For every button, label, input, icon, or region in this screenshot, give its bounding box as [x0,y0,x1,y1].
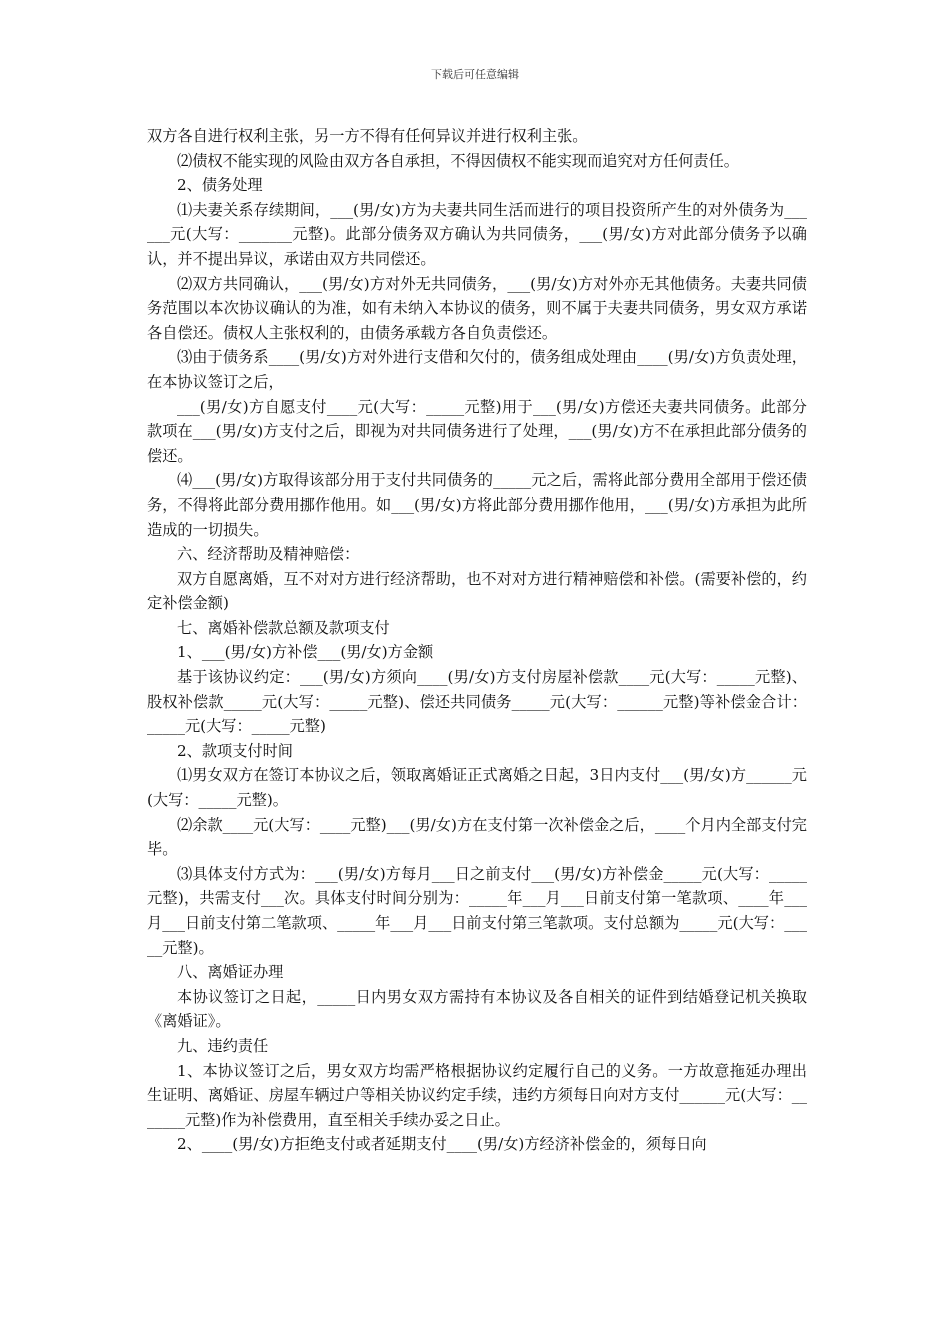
paragraph: 1、本协议签订之后，男女双方均需严格根据协议约定履行自己的义务。一方故意拖延办理出生证明、离婚证、房屋车辆过户等相关协议约定手续，违约方须每日向对方支付______元(大写：_______元整)作为补偿费用，直至相关手续办妥之日止。 [147,1061,807,1129]
paragraph: 基于该协议约定：___(男/女)方须向____(男/女)方支付房屋补偿款____元(大写：_____元整)、股权补偿款_____元(大写：_____元整)、偿还共同债务_____元(大写：______元整)等补偿金合计：_____元(大写：_____元整) [147,668,807,736]
paragraph: ⑵双方共同确认，___(男/女)方对外无共同债务，___(男/女)方对外亦无其他债务。夫妻共同债务范围以本次协议确认的为准，如有未纳入本协议的债务，则不属于夫妻共同债务，男女双方承诺各自偿还。债权人主张权利的，由债务承载方各自负责偿还。 [147,274,807,342]
section-heading: 2、债务处理 [177,176,263,195]
paragraph: 双方各自进行权利主张，另一方不得有任何异议并进行权利主张。 [147,127,588,145]
paragraph: ___(男/女)方自愿支付____元(大写：_____元整)用于___(男/女)方偿还夫妻共同债务。此部分款项在___(男/女)方支付之后，即视为对共同债务进行了处理，___(男/女)方不在承担此部分债务的偿还。 [147,397,807,465]
paragraph: ⑷___(男/女)方取得该部分用于支付共同债务的_____元之后，需将此部分费用全部用于偿还债务，不得将此部分费用挪作他用。如___(男/女)方将此部分费用挪作他用，___(男/女)方承担为此所造成的一切损失。 [147,471,807,539]
paragraph: ⑶由于债务系____(男/女)方对外进行支借和欠付的，债务组成处理由____(男/女)方负责处理，在本协议签订之后， [147,348,807,391]
paragraph: 本协议签订之日起，_____日内男女双方需持有本协议及各自相关的证件到结婚登记机关换取《离婚证》。 [147,987,807,1031]
paragraph: 双方自愿离婚，互不对对方进行经济帮助，也不对对方进行精神赔偿和补偿。(需要补偿的，约定补偿金额) [147,569,807,613]
paragraph: 2、____(男/女)方拒绝支付或者延期支付____(男/女)方经济补偿金的，须每日向 [177,1135,707,1154]
section-heading: 九、违约责任 [177,1036,269,1055]
paragraph: ⑴男女双方在签订本协议之后，领取离婚证正式离婚之日起，3日内支付___(男/女)方______元(大写：_____元整)。 [147,766,807,810]
paragraph: ⑵余款____元(大写：____元整)___(男/女)方在支付第一次补偿金之后，____个月内全部支付完毕。 [147,815,807,859]
section-heading: 七、离婚补偿款总额及款项支付 [177,618,390,637]
section-heading: 1、___(男/女)方补偿___(男/女)方金额 [177,643,434,662]
section-heading: 六、经济帮助及精神赔偿： [177,545,360,564]
paragraph: ⑵债权不能实现的风险由双方各自承担，不得因债权不能实现而追究对方任何责任。 [177,151,739,170]
section-heading: 2、款项支付时间 [177,741,293,760]
page-header: 下载后可任意编辑 [431,68,519,81]
section-heading: 八、离婚证办理 [177,963,284,982]
paragraph: ⑶具体支付方式为：___(男/女)方每月___日之前支付___(男/女)方补偿金_____元(大写：_____元整)，共需支付___次。具体支付时间分别为：_____年___月___日前支付第一笔款项、____年___月___日前支付第二笔款项、_____年___月___日前支付第三笔款项。支付总额为_____元(大写：_____元整)。 [147,864,807,957]
paragraph: ⑴夫妻关系存续期间，___(男/女)方为夫妻共同生活而进行的项目投资所产生的对外债务为______元(大写：_______元整)。此部分债务双方确认为共同债务，___(男/女)方对此部分债务予以确认，并不提出异议，承诺由双方共同偿还。 [147,200,807,268]
document-body [147,124,807,1157]
